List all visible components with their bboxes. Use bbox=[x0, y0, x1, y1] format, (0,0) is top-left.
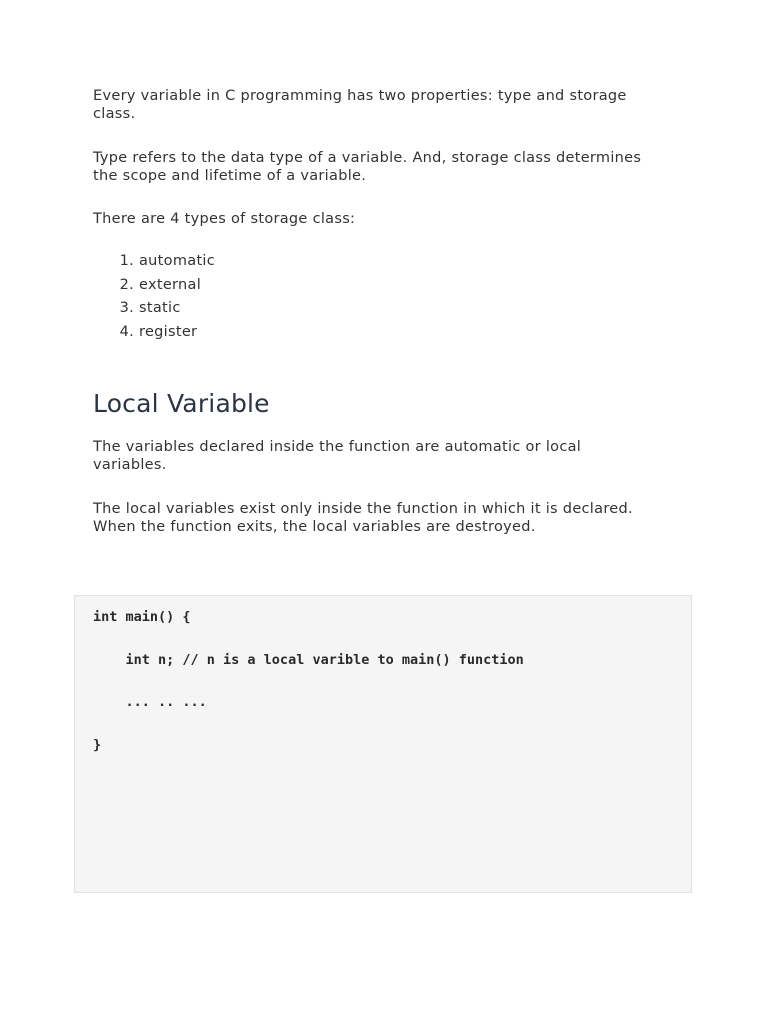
intro-paragraph-3: There are 4 types of storage class: bbox=[93, 211, 356, 227]
list-item: 2. external bbox=[139, 274, 653, 298]
intro-paragraph-2: Type refers to the data type of a variable. And, storage class determines the scope and lifetime of a variable. bbox=[93, 150, 642, 184]
section-heading: Local Variable bbox=[93, 389, 270, 418]
section-paragraph-1: The variables declared inside the function are automatic or local variables. bbox=[93, 439, 582, 473]
code-block bbox=[74, 595, 692, 893]
code-text: int main() { int n; // n is a local varible to main() function ... .. ... } bbox=[93, 609, 524, 753]
article-body bbox=[93, 87, 653, 536]
section-paragraph-2: The local variables exist only inside the function in which it is declared. When the function exits, the local variables are destroyed. bbox=[93, 501, 633, 535]
list-item: 3. static bbox=[139, 297, 653, 321]
storage-class-list bbox=[93, 250, 653, 344]
intro-paragraph-1: Every variable in C programming has two properties: type and storage class. bbox=[93, 88, 627, 122]
list-item: 1. automatic bbox=[139, 250, 653, 274]
list-item: 4. register bbox=[139, 321, 653, 345]
